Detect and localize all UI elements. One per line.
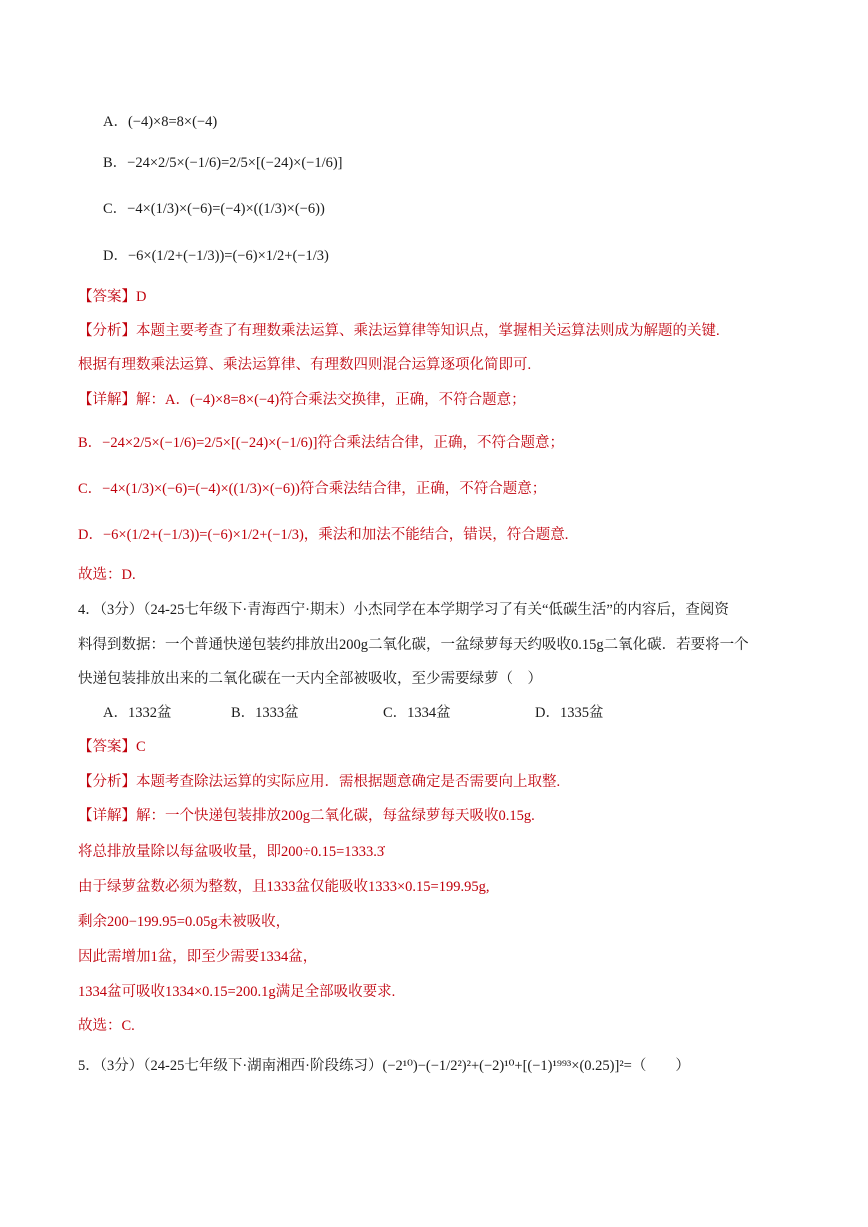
q3-analysis-1: 【分析】本题主要考查了有理数乘法运算、乘法运算律等知识点，掌握相关运算法则成为解题的关键. — [78, 323, 720, 339]
q4-detail-3: 由于绿萝盆数必须为整数，且1333盆仅能吸收1333×0.15=199.95g, — [78, 879, 490, 895]
q4-detail-6: 1334盆可吸收1334×0.15=200.1g满足全部吸收要求. — [78, 984, 396, 1000]
q4-analysis: 【分析】本题考查除法运算的实际应用．需根据题意确定是否需要向上取整. — [78, 774, 561, 790]
q3-choice: 故选：D. — [78, 567, 136, 583]
q3-detail-1: 【详解】解：A．(−4)×8=8×(−4)符合乘法交换律，正确，不符合题意； — [78, 392, 526, 408]
q3-option-a: A．(−4)×8=8×(−4) — [103, 114, 218, 130]
q4-option-c: C．1334盆 — [383, 705, 451, 721]
q4-detail-1: 【详解】解：一个快递包装排放200g二氧化碳，每盆绿萝每天吸收0.15g. — [78, 808, 535, 824]
q3-option-b: B．−24×2/5×(−1/6)=2/5×[(−24)×(−1/6)] — [103, 155, 343, 171]
q4-detail-4: 剩余200−199.95=0.05g未被吸收， — [78, 914, 291, 930]
q3-detail-3: C．−4×(1/3)×(−6)=(−4)×((1/3)×(−6))符合乘法结合律，正确，不符合题意； — [78, 481, 547, 497]
q3-answer: 【答案】D — [78, 289, 147, 305]
q3-option-c: C．−4×(1/3)×(−6)=(−4)×((1/3)×(−6)) — [103, 201, 325, 217]
q3-analysis-2: 根据有理数乘法运算、乘法运算律、有理数四则混合运算逐项化简即可. — [78, 357, 532, 373]
q3-option-d: D．−6×(1/2+(−1/3))=(−6)×1/2+(−1/3) — [103, 248, 329, 264]
q4-stem-2: 料得到数据：一个普通快递包装约排放出200g二氧化碳，一盆绿萝每天约吸收0.15g二氧化碳．若要将一个 — [78, 637, 749, 653]
q4-stem-1: 4．（3分）（24-25七年级下·青海西宁·期末）小杰同学在本学期学习了有关“低碳生活”的内容后，查阅资 — [78, 602, 729, 618]
q4-detail-2: 将总排放量除以每盆吸收量，即200÷0.15=1333.3̇ — [78, 844, 385, 860]
q4-answer: 【答案】C — [78, 739, 146, 755]
q4-option-d: D．1335盆 — [535, 705, 604, 721]
q4-option-b: B．1333盆 — [231, 705, 299, 721]
q4-detail-5: 因此需增加1盆，即至少需要1334盆， — [78, 949, 318, 965]
q4-choice: 故选：C. — [78, 1018, 135, 1034]
q3-detail-2: B．−24×2/5×(−1/6)=2/5×[(−24)×(−1/6)]符合乘法结合律，正确，不符合题意； — [78, 435, 565, 451]
q4-options — [103, 703, 603, 723]
q5-stem: 5．（3分）（24-25七年级下·湖南湘西·阶段练习）(−2¹⁰)−(−1/2²)²+(−2)¹⁰+[(−1)¹⁹⁹³×(0.25)]²=（ ） — [78, 1058, 690, 1074]
q3-detail-4: D．−6×(1/2+(−1/3))=(−6)×1/2+(−1/3)，乘法和加法不能结合，错误，符合题意. — [78, 527, 569, 543]
q4-option-a: A．1332盆 — [103, 705, 172, 721]
q4-stem-3: 快递包装排放出来的二氧化碳在一天内全部被吸收，至少需要绿萝（ ） — [78, 671, 542, 687]
